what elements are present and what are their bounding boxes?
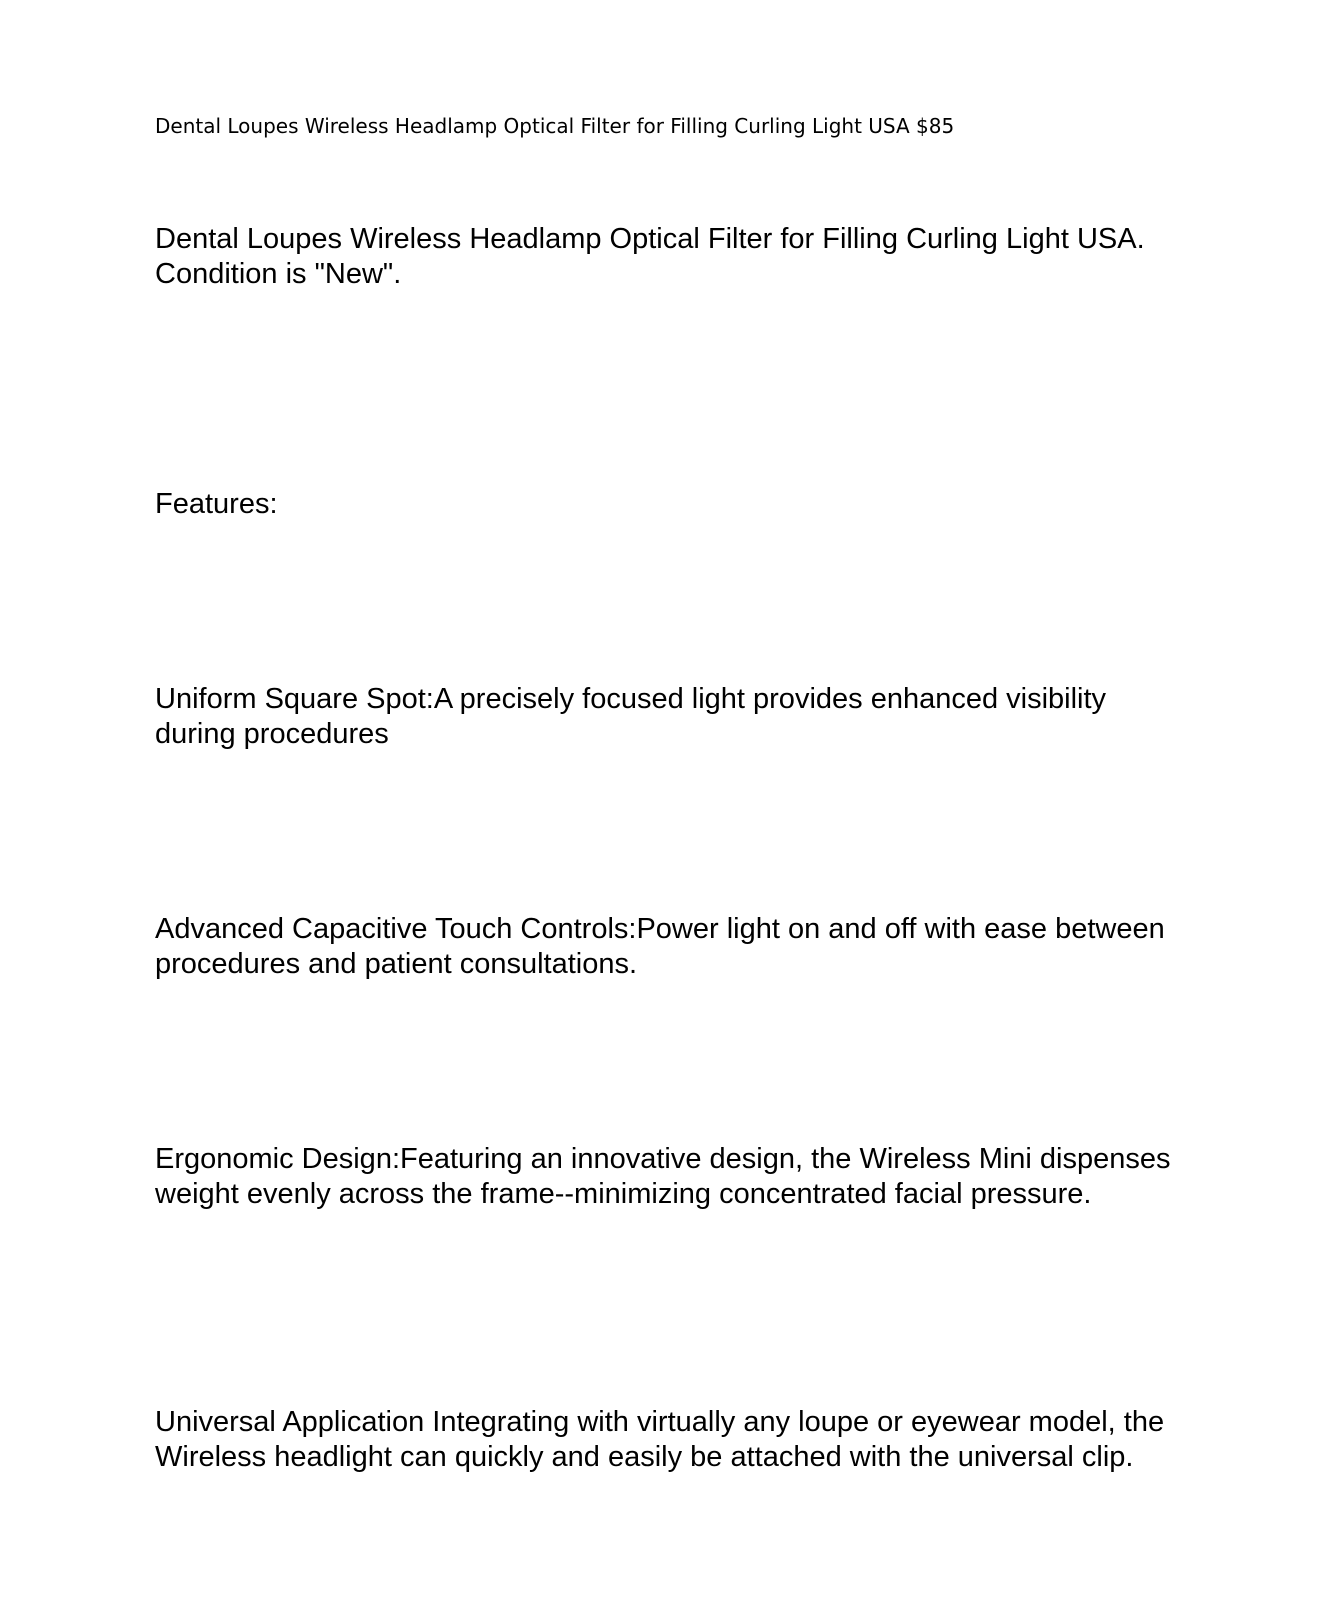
feature-universal-application: Universal Application Integrating with virtually any loupe or eyewear model, the Wireless headlight can quickly and easily be attached with the universal clip. bbox=[155, 1406, 1165, 1473]
features-heading: Features: bbox=[155, 488, 278, 520]
intro-paragraph: Dental Loupes Wireless Headlamp Optical Filter for Filling Curling Light USA. Condition is "New". bbox=[155, 223, 1145, 290]
feature-ergonomic-design: Ergonomic Design:Featuring an innovative design, the Wireless Mini dispenses weight evenly across the frame--minimizing concentrated facial pressure. bbox=[155, 1143, 1171, 1210]
feature-capacitive-touch-controls: Advanced Capacitive Touch Controls:Power light on and off with ease between procedures and patient consultations. bbox=[155, 913, 1165, 980]
document-header-title: Dental Loupes Wireless Headlamp Optical Filter for Filling Curling Light USA $85 bbox=[155, 114, 955, 138]
feature-uniform-square-spot: Uniform Square Spot:A precisely focused light provides enhanced visibility during procedures bbox=[155, 683, 1107, 750]
